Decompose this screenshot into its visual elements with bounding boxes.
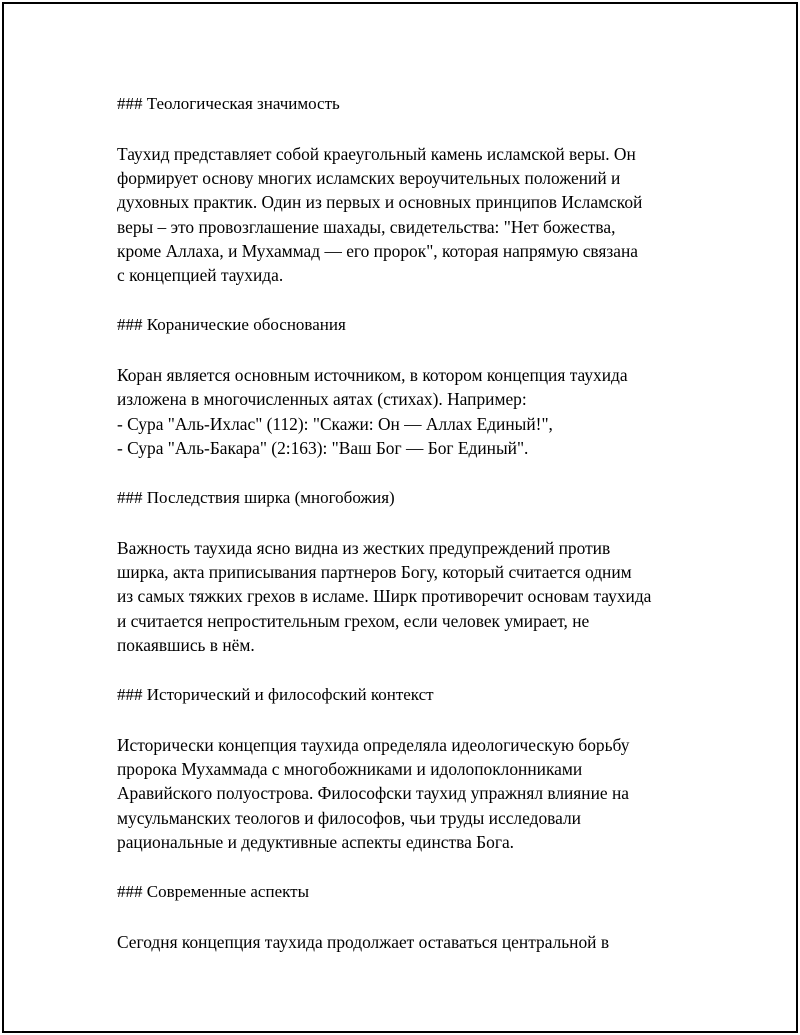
text-line: Исторически концепция таухида определяла идеологическую борьбу bbox=[117, 735, 630, 756]
document-body bbox=[117, 92, 692, 980]
text-line: покаявшись в нём. bbox=[117, 634, 255, 655]
section-paragraph bbox=[117, 363, 692, 460]
section-theological-significance bbox=[117, 92, 692, 287]
text-line: пророка Мухаммада с многобожниками и идолопоклонниками bbox=[117, 759, 583, 780]
text-line: Важность таухида ясно видна из жестких предупреждений против bbox=[117, 538, 611, 559]
section-heading: ### Теологическая значимость bbox=[117, 94, 340, 113]
section-paragraph bbox=[117, 733, 692, 854]
text-line: - Сура "Аль-Ихлас" (112): "Скажи: Он — Аллах Единый!", bbox=[117, 413, 553, 434]
section-modern-aspects bbox=[117, 880, 692, 954]
text-line: Сегодня концепция таухида продолжает оставаться центральной в bbox=[117, 932, 610, 953]
section-paragraph bbox=[117, 930, 692, 954]
section-heading: ### Современные аспекты bbox=[117, 882, 309, 902]
section-heading: ### Последствия ширка (многобожия) bbox=[117, 488, 395, 508]
text-line: Таухид представляет собой краеугольный камень исламской веры. Он bbox=[117, 144, 636, 164]
section-paragraph bbox=[117, 536, 692, 657]
text-line: ширка, акта приписывания партнеров Богу, который считается одним bbox=[117, 562, 632, 583]
text-line: Коран является основным источником, в котором концепция таухида bbox=[117, 365, 628, 386]
section-shirk-consequences bbox=[117, 486, 692, 657]
text-line: и считается непростительным грехом, если человек умирает, не bbox=[117, 610, 590, 631]
text-line: из самых тяжких грехов в исламе. Ширк противоречит основам таухида bbox=[117, 586, 652, 607]
section-heading: ### Коранические обоснования bbox=[117, 315, 346, 335]
section-paragraph bbox=[117, 142, 692, 287]
text-line: Аравийского полуострова. Философски таухид упражнял влияние на bbox=[117, 783, 630, 804]
text-line: рациональные и дедуктивные аспекты единства Бога. bbox=[117, 831, 515, 852]
section-historical-philosophical-context bbox=[117, 683, 692, 854]
text-line: формирует основу многих исламских вероучительных положений и bbox=[117, 168, 621, 189]
text-line: изложена в многочисленных аятах (стихах). Например: bbox=[117, 389, 527, 410]
text-line: - Сура "Аль-Бакара" (2:163): "Ваш Бог — Бог Единый". bbox=[117, 437, 529, 458]
text-line: мусульманских теологов и философов, чьи труды исследовали bbox=[117, 807, 581, 828]
text-line: с концепцией таухида. bbox=[117, 265, 284, 286]
text-line: духовных практик. Один из первых и основных принципов Исламской bbox=[117, 192, 643, 213]
text-line: кроме Аллаха, и Мухаммад — его пророк", которая напрямую связана bbox=[117, 240, 639, 261]
section-quranic-justification bbox=[117, 313, 692, 460]
text-line: веры – это провозглашение шахады, свидетельства: "Нет божества, bbox=[117, 216, 616, 237]
section-heading: ### Исторический и философский контекст bbox=[117, 685, 434, 705]
